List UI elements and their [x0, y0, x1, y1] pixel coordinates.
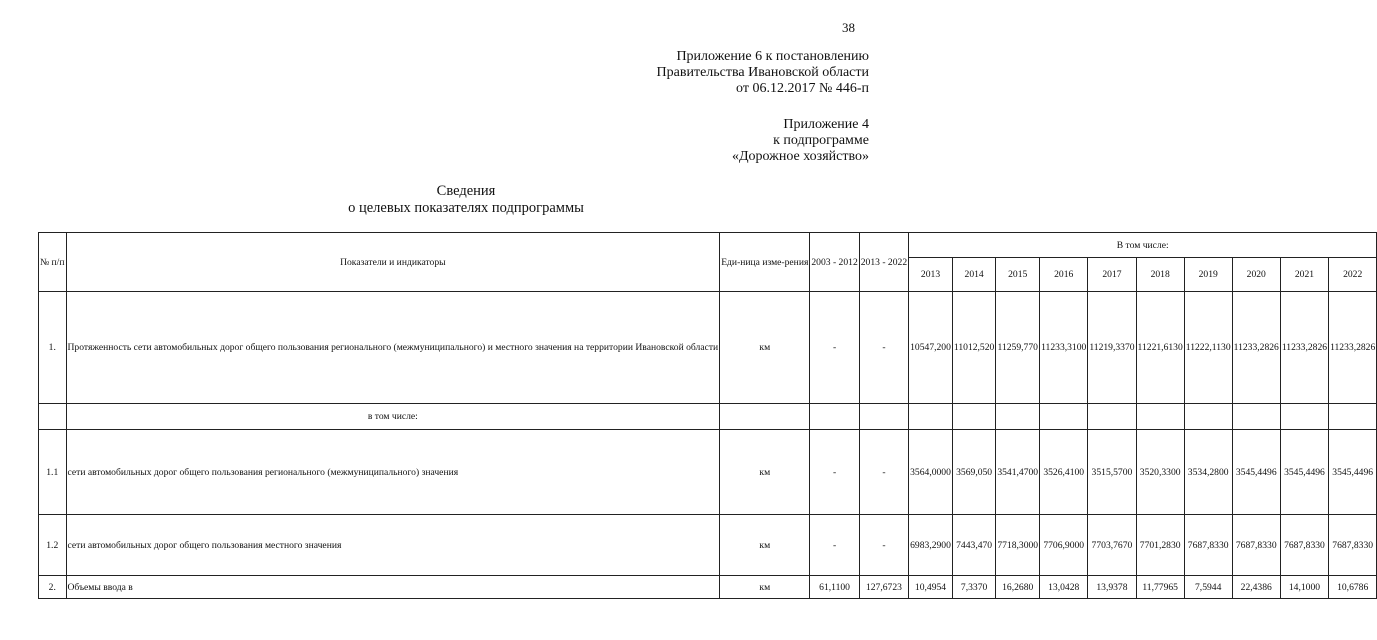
unit-cell: км — [720, 576, 810, 599]
col-header-year: 2019 — [1184, 258, 1232, 292]
row-number: 1. — [39, 292, 67, 404]
value-cell: 3545,4496 — [1280, 430, 1328, 515]
appendix-header-line: Приложение 6 к постановлению — [676, 49, 869, 64]
appendix-header-line: от 06.12.2017 № 446-п — [736, 81, 869, 96]
value-cell: 11233,2826 — [1232, 292, 1280, 404]
value-cell: 7687,8330 — [1232, 515, 1280, 576]
table-row — [39, 404, 1377, 430]
value-cell: 13,0428 — [1040, 576, 1088, 599]
value-cell: 7703,7670 — [1088, 515, 1136, 576]
unit-cell: км — [720, 430, 810, 515]
col-header-year: 2013 — [909, 258, 953, 292]
col-header-year: 2018 — [1136, 258, 1184, 292]
unit-cell: км — [720, 292, 810, 404]
value-cell: 3545,4496 — [1232, 430, 1280, 515]
subprogram-header — [732, 117, 869, 165]
value-cell: 3520,3300 — [1136, 430, 1184, 515]
value-cell: 11012,520 — [952, 292, 995, 404]
subprogram-header-line: к подпрограмме — [773, 133, 869, 148]
value-cell: 11259,770 — [996, 292, 1040, 404]
title-line: о целевых показателях подпрограммы — [348, 200, 584, 216]
header-row — [39, 233, 1377, 258]
value-cell: 10,4954 — [909, 576, 953, 599]
col-header-year: 2017 — [1088, 258, 1136, 292]
value-cell: 11222,1130 — [1184, 292, 1232, 404]
value-cell: 3564,0000 — [909, 430, 953, 515]
value-cell: 3526,4100 — [1040, 430, 1088, 515]
period-cell: - — [810, 430, 859, 515]
period-cell: 61,1100 — [810, 576, 859, 599]
value-cell: 13,9378 — [1088, 576, 1136, 599]
row-number: 1.2 — [39, 515, 67, 576]
subtotal-label: в том числе: — [66, 404, 720, 430]
document-title — [0, 183, 932, 217]
col-header-year: 2015 — [996, 258, 1040, 292]
indicator-name: Объемы ввода в — [66, 576, 720, 599]
value-cell: 7718,3000 — [996, 515, 1040, 576]
indicators-table — [38, 232, 1377, 599]
value-cell: 3515,5700 — [1088, 430, 1136, 515]
value-cell: 11,77965 — [1136, 576, 1184, 599]
value-cell: 16,2680 — [996, 576, 1040, 599]
col-header-group: В том числе: — [909, 233, 1377, 258]
value-cell: 3534,2800 — [1184, 430, 1232, 515]
value-cell: 3545,4496 — [1329, 430, 1377, 515]
value-cell: 14,1000 — [1280, 576, 1328, 599]
value-cell: 7,5944 — [1184, 576, 1232, 599]
row-number: 2. — [39, 576, 67, 599]
appendix-header-line: Правительства Ивановской области — [656, 65, 869, 80]
col-header-indicator: Показатели и индикаторы — [66, 233, 720, 292]
value-cell: 11233,3100 — [1040, 292, 1088, 404]
subprogram-header-line: «Дорожное хозяйство» — [731, 149, 869, 164]
col-header-year: 2021 — [1280, 258, 1328, 292]
indicator-name: сети автомобильных дорог общего пользования местного значения — [66, 515, 720, 576]
col-header-year: 2020 — [1232, 258, 1280, 292]
value-cell: 7687,8330 — [1329, 515, 1377, 576]
value-cell: 11219,3370 — [1088, 292, 1136, 404]
value-cell: 10,6786 — [1329, 576, 1377, 599]
period-cell: - — [859, 292, 908, 404]
appendix-header — [657, 49, 869, 97]
value-cell: 3541,4700 — [996, 430, 1040, 515]
table-row — [39, 292, 1377, 404]
value-cell: 11233,2826 — [1329, 292, 1377, 404]
value-cell: 11221,6130 — [1136, 292, 1184, 404]
col-header-unit: Еди-ница изме-рения — [720, 233, 810, 292]
period-cell: - — [859, 430, 908, 515]
col-header-num: № п/п — [39, 233, 67, 292]
page-number: 38 — [842, 20, 855, 35]
title-line: Сведения — [436, 183, 496, 199]
col-header-2013-2022: 2013 - 2022 — [859, 233, 908, 292]
value-cell: 7701,2830 — [1136, 515, 1184, 576]
table-row — [39, 515, 1377, 576]
table-row — [39, 576, 1377, 599]
period-cell: - — [859, 515, 908, 576]
period-cell: - — [810, 292, 859, 404]
value-cell: 3569,050 — [952, 430, 995, 515]
col-header-2003-2012: 2003 - 2012 — [810, 233, 859, 292]
value-cell: 7443,470 — [952, 515, 995, 576]
period-cell: 127,6723 — [859, 576, 908, 599]
unit-cell: км — [720, 515, 810, 576]
table-row — [39, 430, 1377, 515]
value-cell: 7706,9000 — [1040, 515, 1088, 576]
indicator-name: сети автомобильных дорог общего пользования регионального (межмуниципального) значения — [66, 430, 720, 515]
value-cell: 22,4386 — [1232, 576, 1280, 599]
col-header-year: 2022 — [1329, 258, 1377, 292]
col-header-year: 2014 — [952, 258, 995, 292]
row-number: 1.1 — [39, 430, 67, 515]
period-cell: - — [810, 515, 859, 576]
value-cell: 7687,8330 — [1280, 515, 1328, 576]
subprogram-header-line: Приложение 4 — [783, 117, 869, 132]
value-cell: 6983,2900 — [909, 515, 953, 576]
value-cell: 11233,2826 — [1280, 292, 1328, 404]
value-cell: 10547,200 — [909, 292, 953, 404]
col-header-year: 2016 — [1040, 258, 1088, 292]
value-cell: 7687,8330 — [1184, 515, 1232, 576]
value-cell: 7,3370 — [952, 576, 995, 599]
indicator-name: Протяженность сети автомобильных дорог общего пользования регионального (межмуниципального) и местного значения на территории Ивановской области — [66, 292, 720, 404]
